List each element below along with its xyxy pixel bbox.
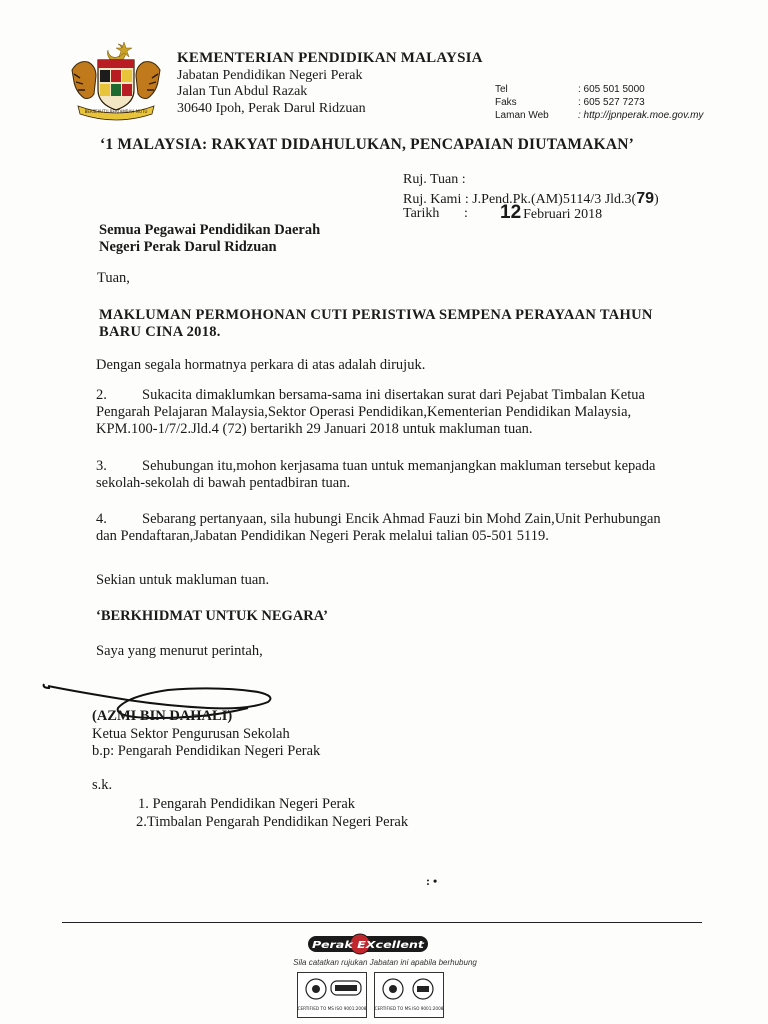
paragraph-3-line-1: Sehubungan itu,mohon kerjasama tuan untuk memanjangkan makluman tersebut kepada xyxy=(142,458,656,474)
footer-divider xyxy=(62,922,702,923)
paragraph-4-line-1: Sebarang pertanyaan, sila hubungi Encik Ahmad Fauzi bin Mohd Zain,Unit Perhubungan xyxy=(142,511,661,527)
paragraph-2-line-2: Pengarah Pelajaran Malaysia,Sektor Operasi Pendidikan,Kementerian Pendidikan Malaysia, xyxy=(96,404,632,420)
sign-off: Saya yang menurut perintah, xyxy=(96,643,263,659)
perak-excellent-text: Perak EXcellent xyxy=(312,940,426,951)
crest-motto: BERSEKUTU BERTAMBAH MUTU xyxy=(84,109,148,114)
paragraph-2 xyxy=(96,387,701,438)
iso-certification-badge xyxy=(374,972,444,1018)
address-line-2: 30640 Ipoh, Perak Darul Ridzuan xyxy=(177,101,366,116)
letter-subject xyxy=(99,307,699,341)
website-label: Laman Web xyxy=(495,110,549,121)
ruj-tuan: Ruj. Tuan : xyxy=(403,172,466,187)
subject-line-2: BARU CINA 2018. xyxy=(99,324,221,340)
ruj-kami-handwritten-number: 79 xyxy=(636,190,655,207)
paragraph-4-line-2: dan Pendaftaran,Jabatan Pendidikan Negeri Perak melalui talian 05-501 5119. xyxy=(96,528,549,544)
ministry-name: KEMENTERIAN PENDIDIKAN MALAYSIA xyxy=(177,50,483,66)
signatory-name: (AZMI BIN DAHALI) xyxy=(92,708,233,724)
malaysia-coat-of-arms-logo xyxy=(64,40,168,122)
ruj-kami-prefix: Ruj. Kami : J.Pend.Pk.(AM)5114/3 Jld.3( xyxy=(403,192,637,207)
cert-2-text: CERTIFIED TO MS ISO 9001:2008 xyxy=(375,1006,443,1011)
paragraph-2-line-3: KPM.100-1/7/2.Jld.4 (72) bertarikh 29 Januari 2018 untuk makluman tuan. xyxy=(96,421,533,437)
footer-reference-note: Sila catatkan rujukan Jabatan ini apabila berhubung xyxy=(293,958,477,967)
recipient-line-2: Negeri Perak Darul Ridzuan xyxy=(99,239,277,255)
cc-item: 1. Pengarah Pendidikan Negeri Perak xyxy=(138,796,356,812)
paragraph-3-line-2: sekolah-sekolah di bawah pentadbiran tuan. xyxy=(96,475,351,491)
motto: ‘BERKHIDMAT UNTUK NEGARA’ xyxy=(96,608,329,624)
department-name: Jabatan Pendidikan Negeri Perak xyxy=(177,68,363,83)
signatory-title: Ketua Sektor Pengurusan Sekolah xyxy=(92,726,290,742)
tarikh-label: Tarikh xyxy=(403,206,440,221)
paragraph-3 xyxy=(96,458,701,492)
recipient-line-1: Semua Pegawai Pendidikan Daerah xyxy=(99,222,321,238)
tel-value: : 605 501 5000 xyxy=(578,84,645,95)
iso-certification-badge xyxy=(297,972,367,1018)
paragraph-1: Dengan segala hormatnya perkara di atas adalah dirujuk. xyxy=(96,357,426,373)
paragraph-2-number: 2. xyxy=(96,387,107,403)
ruj-kami-suffix: ) xyxy=(654,192,659,207)
date-day-handwritten: 12 xyxy=(500,202,522,223)
paragraph-3-number: 3. xyxy=(96,458,107,474)
salutation: Tuan, xyxy=(97,270,130,286)
tarikh-colon: : xyxy=(464,206,468,221)
national-slogan: ‘1 MALAYSIA: RAKYAT DIDAHULUKAN, PENCAPAIAN DIUTAMAKAN’ xyxy=(100,136,634,153)
tel-label: Tel xyxy=(495,84,508,95)
signatory-on-behalf: b.p: Pengarah Pendidikan Negeri Perak xyxy=(92,743,321,759)
closing-line: Sekian untuk makluman tuan. xyxy=(96,572,270,588)
cert-1-text: CERTIFIED TO MS ISO 9001:2008 xyxy=(298,1006,366,1011)
subject-line-1: MAKLUMAN PERMOHONAN CUTI PERISTIWA SEMPENA PERAYAAN TAHUN xyxy=(99,307,653,323)
date-month-year: Februari 2018 xyxy=(523,207,603,222)
website-value: : http://jpnperak.moe.gov.my xyxy=(578,110,704,121)
paragraph-4 xyxy=(96,511,701,545)
perak-excellent-logo xyxy=(308,933,428,955)
fax-label: Faks xyxy=(495,97,517,108)
paragraph-2-line-1: Sukacita dimaklumkan bersama-sama ini disertakan surat dari Pejabat Timbalan Ketua xyxy=(142,387,645,403)
cc-label: s.k. xyxy=(92,777,113,793)
fax-value: : 605 527 7273 xyxy=(578,97,645,108)
ink-mark: : • xyxy=(426,874,438,888)
address-line-1: Jalan Tun Abdul Razak xyxy=(177,84,308,99)
letter-date xyxy=(500,202,602,224)
cc-item: 2.Timbalan Pengarah Pendidikan Negeri Perak xyxy=(136,814,409,830)
paragraph-4-number: 4. xyxy=(96,511,107,527)
